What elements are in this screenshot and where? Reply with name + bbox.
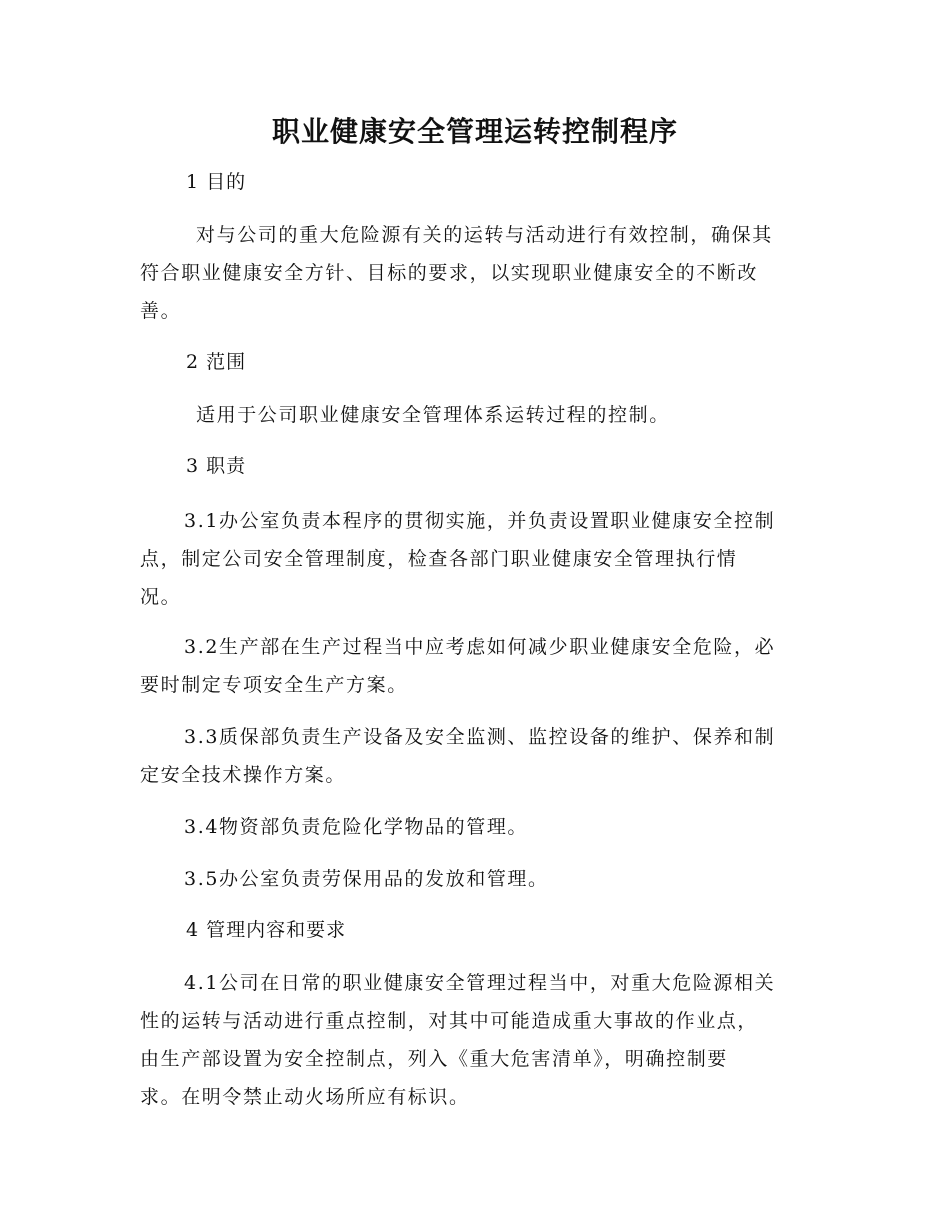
paragraph-4-1 (140, 964, 812, 1116)
section-heading-responsibilities: 3 职责 (186, 455, 247, 477)
text-line: 3.5办公室负责劳保用品的发放和管理。 (184, 868, 549, 890)
text-line: 对与公司的重大危险源有关的运转与活动进行有效控制，确保其 (196, 224, 773, 246)
text-line: 况。 (140, 586, 182, 608)
paragraph-3-5 (140, 860, 812, 898)
text-line: 3.1办公室负责本程序的贯彻实施，并负责设置职业健康安全控制 (184, 510, 776, 532)
text-line: 由生产部设置为安全控制点，列入《重大危害清单》，明确控制要 (140, 1048, 728, 1070)
paragraph-3-2 (140, 628, 812, 704)
section-heading-management: 4 管理内容和要求 (186, 919, 347, 941)
text-line: 善。 (140, 300, 182, 322)
text-line: 性的运转与活动进行重点控制，对其中可能造成重大事故的作业点， (140, 1010, 759, 1032)
section-heading-purpose: 1 目的 (186, 171, 247, 193)
paragraph-scope (140, 396, 812, 434)
paragraph-3-3 (140, 718, 812, 794)
text-line: 适用于公司职业健康安全管理体系运转过程的控制。 (196, 404, 670, 426)
document-title: 职业健康安全管理运转控制程序 (271, 115, 678, 148)
text-line: 定安全技术操作方案。 (140, 764, 347, 786)
text-line: 3.3质保部负责生产设备及安全监测、监控设备的维护、保养和制 (184, 726, 776, 748)
paragraph-3-1 (140, 502, 812, 616)
text-line: 4.1公司在日常的职业健康安全管理过程当中，对重大危险源相关 (184, 972, 776, 994)
text-line: 3.2生产部在生产过程当中应考虑如何减少职业健康安全危险，必 (184, 636, 776, 658)
text-line: 要时制定专项安全生产方案。 (140, 674, 408, 696)
section-heading-scope: 2 范围 (186, 351, 247, 373)
text-line: 点，制定公司安全管理制度，检查各部门职业健康安全管理执行情 (140, 548, 738, 570)
paragraph-purpose (140, 216, 812, 330)
text-line: 求。在明令禁止动火场所应有标识。 (140, 1086, 470, 1108)
paragraph-3-4 (140, 808, 812, 846)
text-line: 3.4物资部负责危险化学物品的管理。 (184, 816, 529, 838)
text-line: 符合职业健康安全方针、目标的要求，以实现职业健康安全的不断改 (140, 262, 759, 284)
